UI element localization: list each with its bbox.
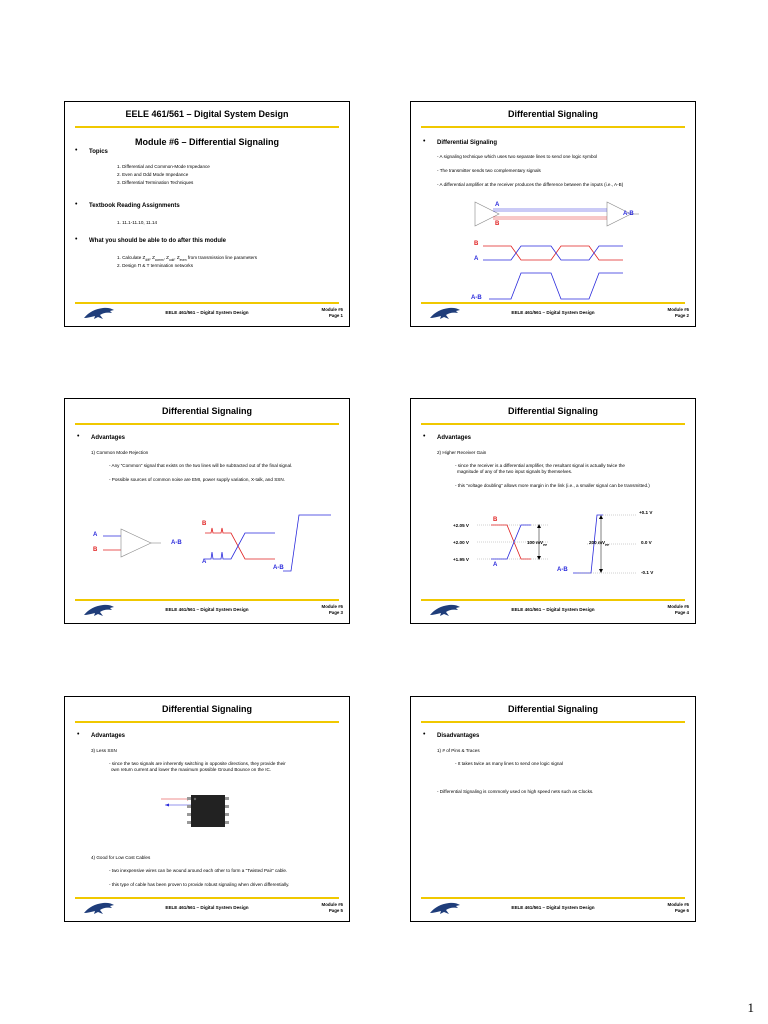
sub-heading: 1) # of Pins & Traces (437, 748, 480, 753)
footer-module-label: Module #6 (667, 902, 689, 908)
level-label: +2.00 V (453, 540, 469, 545)
text-line: - Differential Signaling is commonly used on high speed nets such as Clocks. (437, 789, 594, 794)
footer-course: EELE 461/561 – Digital System Design (165, 905, 249, 910)
footer-rule (75, 599, 339, 601)
topic-3: 3. Differential Termination Techniques (117, 180, 194, 185)
slide-title: Differential Signaling (507, 704, 598, 714)
wave-label-ab: A-B (557, 567, 568, 573)
wave-label-a: A (474, 256, 479, 262)
amplitude-200mv (589, 540, 609, 548)
right-level-label: +0.1 V (639, 510, 653, 515)
footer-module (322, 902, 343, 913)
z-comm-sub: comm (154, 257, 164, 262)
reading-heading: Textbook Reading Assignments (89, 203, 180, 209)
noisy-waveforms (205, 529, 275, 563)
text-line: - two inexpensive wires can be wound around each other to form a “Twisted Pair” cable. (109, 868, 288, 873)
amplitude-200mv-value: 200 mV (589, 540, 606, 545)
footer-course: EELE 461/561 – Digital System Design (511, 607, 595, 612)
reading-item: 1. 11.1-11.10, 11.14 (117, 220, 158, 225)
goals-heading: What you should be able to do after this module (89, 238, 227, 244)
text-line: - this “voltage doubling” allows more margin in the link (i.e., a smaller signal can be transmitted.) (455, 483, 650, 488)
bullet: • (423, 433, 426, 440)
sub-heading: 2) Higher Receiver Gain (437, 450, 487, 455)
footer-rule (421, 897, 685, 899)
footer-course: EELE 461/561 – Digital System Design (511, 310, 595, 315)
footer-module (668, 604, 689, 615)
text-line: - A signaling technique which uses two separate lines to send one logic symbol (437, 154, 598, 159)
pp-sub: PP (543, 542, 548, 547)
topics-heading: Topics (89, 149, 108, 155)
bullet: • (423, 731, 426, 738)
text-line: - A differential amplifier at the receiver produces the difference between the inputs (i.e., A-B) (437, 182, 624, 187)
footer-rule (75, 897, 339, 899)
text-line: - Any “Common” signal that exists on the two lines will be subtracted out of the final signal. (109, 463, 293, 468)
title-rule (421, 721, 685, 723)
goal-1-post: from transmission line parameters (187, 255, 258, 260)
footer-page: Page 3 (328, 609, 343, 615)
label-a-minus-b: A-B (623, 211, 634, 217)
ic-package-icon (161, 793, 241, 829)
module-title: Module #6 – Differential Signaling (134, 137, 280, 147)
footer-module-label: Module #6 (667, 604, 689, 610)
amplitude-100mv (527, 540, 547, 548)
page-number: 1 (747, 1000, 754, 1015)
right-level-label: 0.0 V (641, 540, 652, 545)
section-heading: Disadvantages (437, 733, 480, 739)
sub-heading: 3) Less SSN (91, 748, 117, 753)
footer-module (668, 307, 689, 318)
z-diff-sub: diff (145, 257, 150, 262)
slide-4 (410, 398, 696, 624)
diff-amp-symbol (103, 527, 163, 559)
footer-page: Page 1 (328, 312, 343, 318)
wave-label-ab: A-B (471, 295, 482, 301)
footer-course: EELE 461/561 – Digital System Design (165, 607, 249, 612)
goal-1: 1. Calculate $Z_{diff}$, $Z_{comm}$, $Z_{odd}$, $Z_{even}$ from transmission line parameters (117, 255, 258, 262)
wave-label-a: A (202, 559, 207, 565)
z-even-sub: even (179, 257, 187, 262)
title-rule (75, 126, 339, 128)
wave-label-ab: A-B (273, 565, 284, 571)
bullet: • (77, 731, 80, 738)
footer-page: Page 2 (674, 312, 689, 318)
text-line: - since the receiver is a differential amplifier, the resultant signal is actually twice the (455, 463, 625, 468)
wave-label-b: B (493, 517, 498, 523)
slide-title: Differential Signaling (507, 109, 598, 119)
title-rule (421, 126, 685, 128)
title-rule (75, 423, 339, 425)
slide-title: Differential Signaling (507, 406, 598, 416)
footer-module (668, 902, 689, 913)
sub-heading: 1) Common Mode Rejection (91, 450, 149, 455)
footer-module (322, 604, 343, 615)
title-rule (75, 721, 339, 723)
section-heading: Advantages (437, 435, 472, 441)
footer-module-label: Module #6 (321, 902, 343, 908)
slide-6 (410, 696, 696, 922)
bullet: • (75, 236, 78, 243)
complementary-waveforms (483, 242, 623, 264)
section-heading: Differential Signaling (437, 140, 498, 146)
goal-2: 2. Design Π & T termination networks (117, 263, 193, 268)
label-a: A (495, 202, 500, 208)
pp-sub: PP (605, 542, 610, 547)
slide-title: Differential Signaling (161, 704, 252, 714)
text-line: - The transmitter sends two complementary signals (437, 168, 541, 173)
text-line: magnitude of any of the two input signals by themselves. (457, 469, 573, 474)
slide-title: EELE 461/561 – Digital System Design (125, 109, 289, 119)
footer-module-label: Module #6 (321, 604, 343, 610)
section-heading: Advantages (91, 733, 126, 739)
right-level-label: -0.1 V (641, 570, 654, 575)
bullet: • (423, 138, 426, 145)
wave-label-b: B (202, 521, 207, 527)
text-line: - since the two signals are inherently switching in opposite directions, they provide their (109, 761, 286, 766)
footer-course: EELE 461/561 – Digital System Design (511, 905, 595, 910)
label-b: B (495, 221, 500, 227)
text-line: own return current and lower the maximum possible Ground Bounce on the IC. (111, 767, 272, 772)
level-label: +2.05 V (453, 523, 469, 528)
sub-heading: 4) Good for Low Cost Cables (91, 855, 151, 860)
footer-course: EELE 461/561 – Digital System Design (165, 310, 249, 315)
footer-rule (421, 599, 685, 601)
text-line: - Possible sources of common noise are EMI, power supply variation, X-talk, and SSN. (109, 477, 285, 482)
section-heading: Advantages (91, 435, 126, 441)
slide-3 (64, 398, 350, 624)
footer-module-label: Module #6 (321, 307, 343, 313)
bullet: • (75, 147, 78, 154)
footer-rule (75, 302, 339, 304)
slide-2 (410, 101, 696, 327)
z-odd-sub: odd (168, 257, 175, 262)
difference-waveform (489, 272, 623, 300)
footer-rule (421, 302, 685, 304)
footer-module-label: Module #6 (667, 307, 689, 313)
slide-1 (64, 101, 350, 327)
difference-waveform (283, 513, 333, 573)
wave-label-a: A (493, 562, 498, 568)
topic-2: 2. Even and Odd Mode Impedance (117, 172, 189, 177)
title-rule (421, 423, 685, 425)
goal-1-pre: 1. Calculate Z (117, 255, 146, 260)
footer-page: Page 6 (674, 907, 689, 913)
footer-page: Page 5 (328, 907, 343, 913)
wave-label-b: B (474, 241, 479, 247)
slide-5 (64, 696, 350, 922)
label-a-minus-b: A-B (171, 540, 182, 546)
topic-1: 1. Differential and Common-Mode Impedance (117, 164, 210, 169)
label-b: B (93, 547, 98, 553)
bullet: • (77, 433, 80, 440)
footer-page: Page 4 (674, 609, 689, 615)
text-line: - this type of cable has been proven to provide robust signaling when driven differentially. (109, 882, 290, 887)
slide-title: Differential Signaling (161, 406, 252, 416)
bullet: • (75, 201, 78, 208)
label-a: A (93, 532, 98, 538)
footer-module (322, 307, 343, 318)
level-label: +1.95 V (453, 557, 469, 562)
text-line: - It takes twice as many lines to send one logic signal (455, 761, 564, 766)
amplitude-100mv-value: 100 mV (527, 540, 544, 545)
